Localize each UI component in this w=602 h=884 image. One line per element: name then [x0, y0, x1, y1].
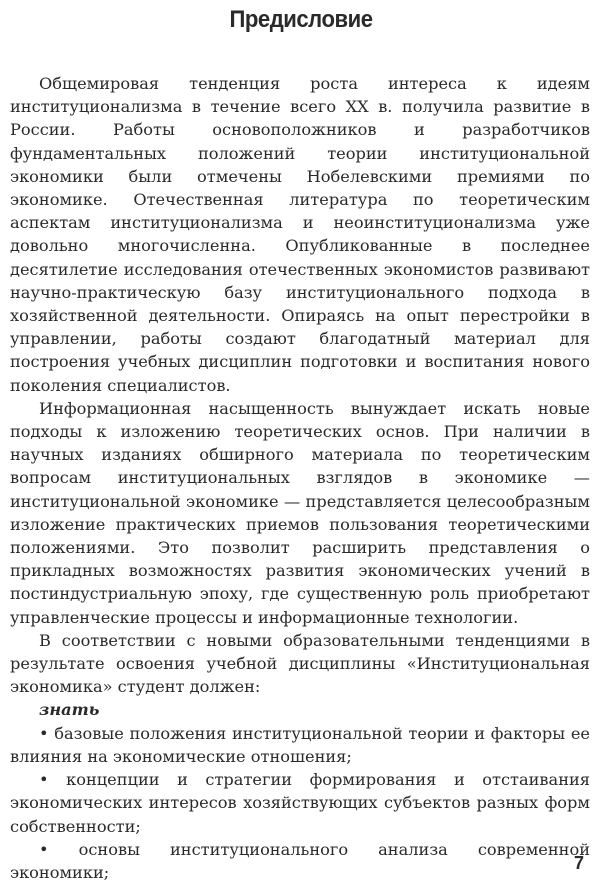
bullet-icon: • [39, 723, 49, 743]
paragraph: Информационная насыщенность вынуждает искать новые подходы к изложению теоретических основ. При наличии в научных изданиях обширного материала по теоретическим вопросам институциональных взглядов в экономике — институциональной экономике — представляется целесообразным изложение практических приемов пользования теоретическими положениями. Это позволит расширить представления о прикладных возможностях развития экономических учений в постиндустриальную эпоху, где существенную роль приобретают управленческие процессы и информационные технологии. [10, 398, 590, 627]
bullet-list [10, 722, 590, 884]
page-title: Предисловие [229, 6, 373, 33]
body-text [10, 72, 590, 884]
list-item-text: базовые положения институциональной теории и факторы ее влияния на экономические отношения; [10, 723, 590, 766]
list-item [10, 722, 590, 768]
bullet-icon: • [39, 839, 49, 859]
list-item-text: основы институционального анализа современной экономики; [10, 839, 590, 882]
subheading-know: знать [39, 700, 100, 720]
paragraph: В соответствии с новыми образовательными тенденциями в результате освоения учебной дисциплины «Институциональная экономика» студент должен: [10, 630, 590, 697]
list-item [10, 838, 590, 884]
list-item [10, 768, 590, 838]
list-item-text: концепции и стратегии формирования и отстаивания экономических интересов хозяйствующих субъектов разных форм собственности; [10, 770, 590, 836]
paragraph: Общемировая тенденция роста интереса к идеям институционализма в течение всего XX в. получила развитие в России. Работы основоположников и разработчиков фундаментальных положений теории институциональной экономики были отмечены Нобелевскими премиями по экономике. Отечественная литература по теоретическим аспектам институционализма и неоинституционализма уже довольно многочисленна. Опубликованные в последнее десятилетие исследования отечественных экономистов развивают научно-практическую базу институционального подхода в хозяйственной деятельности. Опираясь на опыт перестройки в управлении, работы создают благодатный материал для построения учебных дисциплин подготовки и воспитания нового поколения специалистов. [10, 74, 590, 395]
page-number: 7 [573, 853, 584, 873]
bullet-icon: • [39, 770, 49, 790]
